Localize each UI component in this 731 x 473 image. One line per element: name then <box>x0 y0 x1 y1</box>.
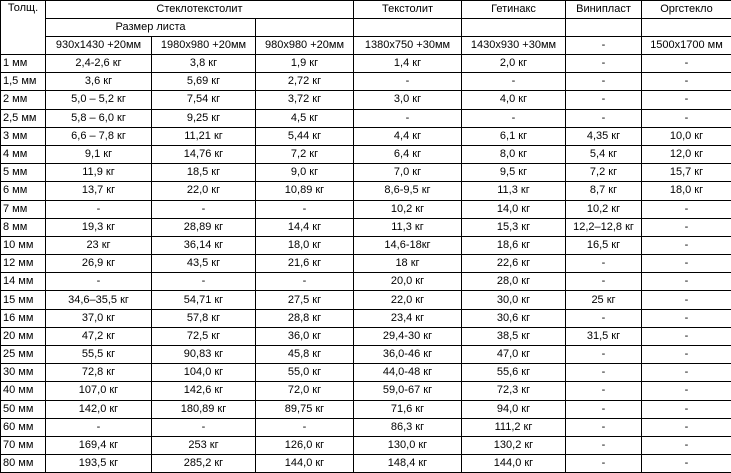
weight-cell: 72,3 кг <box>462 382 566 400</box>
table-row <box>1 55 731 73</box>
table-row <box>1 309 731 327</box>
weight-cell: 23 кг <box>46 236 152 254</box>
table-row <box>1 455 731 473</box>
weight-cell: - <box>152 200 256 218</box>
weight-cell: 6,4 кг <box>354 145 462 163</box>
weight-cell: 7,0 кг <box>354 164 462 182</box>
weight-cell: 2,72 кг <box>256 73 354 91</box>
weight-cell: - <box>642 364 731 382</box>
weight-cell: 142,0 кг <box>46 400 152 418</box>
size-header: 1500х1700 мм <box>642 37 731 55</box>
weight-cell: - <box>256 418 354 436</box>
table-row <box>1 273 731 291</box>
weight-cell: 26,9 кг <box>46 255 152 273</box>
thickness-cell: 10 мм <box>1 236 46 254</box>
weight-cell: 14,76 кг <box>152 145 256 163</box>
weight-cell: 22,0 кг <box>354 291 462 309</box>
table-row <box>1 145 731 163</box>
thickness-cell: 1 мм <box>1 55 46 73</box>
weight-cell: 94,0 кг <box>462 400 566 418</box>
weight-cell: 14,6-18кг <box>354 236 462 254</box>
weight-cell: 4,5 кг <box>256 109 354 127</box>
weight-cell: - <box>566 109 642 127</box>
weight-cell: 107,0 кг <box>46 382 152 400</box>
table-row <box>1 200 731 218</box>
weight-cell: - <box>152 273 256 291</box>
weight-cell: - <box>566 418 642 436</box>
weight-cell: 22,6 кг <box>462 255 566 273</box>
weight-cell: - <box>642 91 731 109</box>
thickness-cell: 14 мм <box>1 273 46 291</box>
material-header-orgsteklo: Оргстекло <box>642 1 731 19</box>
weight-cell: 86,3 кг <box>354 418 462 436</box>
weight-cell: 18 кг <box>354 255 462 273</box>
weight-cell: - <box>642 200 731 218</box>
weight-cell: 2,4-2,6 кг <box>46 55 152 73</box>
weight-cell: 144,0 кг <box>256 455 354 473</box>
weight-cell: - <box>642 273 731 291</box>
weight-cell: - <box>566 309 642 327</box>
thickness-cell: 70 мм <box>1 436 46 454</box>
weight-cell: 23,4 кг <box>354 309 462 327</box>
size-header: - <box>566 37 642 55</box>
weight-cell: 18,6 кг <box>462 236 566 254</box>
weight-cell: 18,0 кг <box>642 182 731 200</box>
weight-cell: - <box>642 55 731 73</box>
thickness-cell: 4 мм <box>1 145 46 163</box>
weight-cell: 7,54 кг <box>152 91 256 109</box>
weight-cell: - <box>566 364 642 382</box>
weight-cell: - <box>642 327 731 345</box>
weight-cell: - <box>642 218 731 236</box>
weight-cell: 72,8 кг <box>46 364 152 382</box>
weight-cell: 126,0 кг <box>256 436 354 454</box>
thickness-cell: 50 мм <box>1 400 46 418</box>
weight-cell: 20,0 кг <box>354 273 462 291</box>
weight-cell: 89,75 кг <box>256 400 354 418</box>
weight-cell: 253 кг <box>152 436 256 454</box>
thickness-cell: 3 мм <box>1 127 46 145</box>
weight-cell: - <box>566 346 642 364</box>
weight-cell: 36,0-46 кг <box>354 346 462 364</box>
table-row <box>1 364 731 382</box>
weight-cell: 15,3 кг <box>462 218 566 236</box>
header-row-sheet-size <box>1 19 731 37</box>
weight-cell: - <box>642 291 731 309</box>
table-row <box>1 127 731 145</box>
weight-cell: 30,0 кг <box>462 291 566 309</box>
weight-cell: 59,0-67 кг <box>354 382 462 400</box>
weight-cell: 12,2–12,8 кг <box>566 218 642 236</box>
thickness-cell: 2 мм <box>1 91 46 109</box>
weight-cell: 8,7 кг <box>566 182 642 200</box>
weight-cell: 9,25 кг <box>152 109 256 127</box>
weight-cell: 9,1 кг <box>46 145 152 163</box>
weight-cell: 285,2 кг <box>152 455 256 473</box>
weight-cell: 5,69 кг <box>152 73 256 91</box>
weight-cell: 10,2 кг <box>354 200 462 218</box>
thickness-cell: 30 мм <box>1 364 46 382</box>
weight-cell: - <box>256 273 354 291</box>
thickness-cell: 80 мм <box>1 455 46 473</box>
material-header-tekstolit: Текстолит <box>354 1 462 19</box>
table-row <box>1 236 731 254</box>
weight-cell: - <box>46 200 152 218</box>
weight-cell: 8,6-9,5 кг <box>354 182 462 200</box>
weight-cell: - <box>256 200 354 218</box>
weight-cell: - <box>566 55 642 73</box>
weight-cell: 193,5 кг <box>46 455 152 473</box>
weight-cell: 57,8 кг <box>152 309 256 327</box>
weight-cell: 14,0 кг <box>462 200 566 218</box>
weight-cell: 72,5 кг <box>152 327 256 345</box>
weight-cell: - <box>642 455 731 473</box>
weight-cell: 104,0 кг <box>152 364 256 382</box>
weight-cell: 11,3 кг <box>462 182 566 200</box>
weight-cell: - <box>642 255 731 273</box>
size-header: 980х980 +20мм <box>256 37 354 55</box>
weight-cell: 12,0 кг <box>642 145 731 163</box>
thickness-cell: 7 мм <box>1 200 46 218</box>
thickness-cell: 20 мм <box>1 327 46 345</box>
size-header: 1430х930 +30мм <box>462 37 566 55</box>
weight-cell: 144,0 кг <box>462 455 566 473</box>
weight-cell: - <box>642 236 731 254</box>
weight-cell: 54,71 кг <box>152 291 256 309</box>
weight-cell: - <box>642 73 731 91</box>
header-empty-cell <box>642 19 731 37</box>
weight-cell: 3,8 кг <box>152 55 256 73</box>
weight-cell: 4,0 кг <box>462 91 566 109</box>
weight-cell: 3,72 кг <box>256 91 354 109</box>
header-empty-cell <box>566 19 642 37</box>
weight-cell: 13,7 кг <box>46 182 152 200</box>
thickness-cell: 15 мм <box>1 291 46 309</box>
weight-cell: 11,21 кг <box>152 127 256 145</box>
weight-cell: 1,9 кг <box>256 55 354 73</box>
weight-cell: 142,6 кг <box>152 382 256 400</box>
thickness-cell: 1,5 мм <box>1 73 46 91</box>
table-row <box>1 327 731 345</box>
weight-cell: 25 кг <box>566 291 642 309</box>
table-row <box>1 382 731 400</box>
header-row-materials <box>1 1 731 19</box>
weight-cell: 9,5 кг <box>462 164 566 182</box>
weight-cell: - <box>642 309 731 327</box>
header-empty-cell <box>256 19 354 37</box>
weight-cell: 11,3 кг <box>354 218 462 236</box>
thickness-cell: 40 мм <box>1 382 46 400</box>
table-row <box>1 255 731 273</box>
weight-cell: 71,6 кг <box>354 400 462 418</box>
weight-cell: - <box>566 273 642 291</box>
weight-cell: - <box>566 73 642 91</box>
table-row <box>1 91 731 109</box>
table-row <box>1 164 731 182</box>
weight-cell: 19,3 кг <box>46 218 152 236</box>
weight-cell: 4,4 кг <box>354 127 462 145</box>
weight-cell: - <box>566 382 642 400</box>
thickness-cell: 25 мм <box>1 346 46 364</box>
table-row <box>1 182 731 200</box>
thickness-cell: 2,5 мм <box>1 109 46 127</box>
weight-cell: - <box>642 382 731 400</box>
weight-cell: 47,2 кг <box>46 327 152 345</box>
weight-cell: 55,6 кг <box>462 364 566 382</box>
thickness-cell: 60 мм <box>1 418 46 436</box>
thickness-cell: 16 мм <box>1 309 46 327</box>
weight-cell: 180,89 кг <box>152 400 256 418</box>
sheet-size-header: Размер листа <box>46 19 256 37</box>
weight-cell: 7,2 кг <box>566 164 642 182</box>
weight-cell: 169,4 кг <box>46 436 152 454</box>
weight-cell: - <box>354 73 462 91</box>
weight-cell: 10,2 кг <box>566 200 642 218</box>
weight-cell: 11,9 кг <box>46 164 152 182</box>
table-row <box>1 73 731 91</box>
weight-cell: 45,8 кг <box>256 346 354 364</box>
table-row <box>1 400 731 418</box>
weight-cell: 55,0 кг <box>256 364 354 382</box>
weight-cell: - <box>152 418 256 436</box>
weight-cell: 5,4 кг <box>566 145 642 163</box>
weight-cell: 5,44 кг <box>256 127 354 145</box>
weight-cell: 18,0 кг <box>256 236 354 254</box>
weight-cell: - <box>462 109 566 127</box>
header-empty-cell <box>462 19 566 37</box>
weight-cell: 2,0 кг <box>462 55 566 73</box>
weight-cell: 38,5 кг <box>462 327 566 345</box>
table-row <box>1 291 731 309</box>
weight-cell: 28,89 кг <box>152 218 256 236</box>
weight-cell: 1,4 кг <box>354 55 462 73</box>
weight-cell: 36,14 кг <box>152 236 256 254</box>
weight-cell: 22,0 кг <box>152 182 256 200</box>
weight-cell: 6,1 кг <box>462 127 566 145</box>
weight-cell: 72,0 кг <box>256 382 354 400</box>
weight-cell: 44,0-48 кг <box>354 364 462 382</box>
weight-cell: - <box>642 109 731 127</box>
weight-cell: - <box>566 91 642 109</box>
weight-cell: 5,0 – 5,2 кг <box>46 91 152 109</box>
weight-cell: 28,8 кг <box>256 309 354 327</box>
weight-cell: 9,0 кг <box>256 164 354 182</box>
weight-cell: - <box>566 400 642 418</box>
weight-cell: - <box>566 455 642 473</box>
weight-cell: - <box>46 273 152 291</box>
material-header-getinaks: Гетинакс <box>462 1 566 19</box>
table-row <box>1 418 731 436</box>
weight-cell: 148,4 кг <box>354 455 462 473</box>
weight-cell: 130,2 кг <box>462 436 566 454</box>
thickness-cell: 6 мм <box>1 182 46 200</box>
thickness-cell: 12 мм <box>1 255 46 273</box>
weight-cell: 130,0 кг <box>354 436 462 454</box>
weight-cell: 111,2 кг <box>462 418 566 436</box>
header-row-sizes <box>1 37 731 55</box>
weight-cell: - <box>566 436 642 454</box>
table-row <box>1 346 731 364</box>
weight-cell: - <box>566 255 642 273</box>
material-header-viniplast: Винипласт <box>566 1 642 19</box>
weight-cell: 36,0 кг <box>256 327 354 345</box>
header-empty-cell <box>354 19 462 37</box>
thickness-cell: 8 мм <box>1 218 46 236</box>
weight-cell: 18,5 кг <box>152 164 256 182</box>
size-header: 1980х980 +20мм <box>152 37 256 55</box>
weight-cell: 43,5 кг <box>152 255 256 273</box>
thickness-cell: 5 мм <box>1 164 46 182</box>
weight-cell: - <box>354 109 462 127</box>
weight-cell: 27,5 кг <box>256 291 354 309</box>
weight-cell: 21,6 кг <box>256 255 354 273</box>
thickness-header: Толщ. <box>1 1 46 55</box>
size-header: 1380х750 +30мм <box>354 37 462 55</box>
weight-cell: 7,2 кг <box>256 145 354 163</box>
weight-cell: 4,35 кг <box>566 127 642 145</box>
weight-cell: 29,4-30 кг <box>354 327 462 345</box>
size-header: 930х1430 +20мм <box>46 37 152 55</box>
weight-cell: 90,83 кг <box>152 346 256 364</box>
weight-cell: 10,89 кг <box>256 182 354 200</box>
weight-cell: 5,8 – 6,0 кг <box>46 109 152 127</box>
weight-cell: 31,5 кг <box>566 327 642 345</box>
weight-cell: 34,6–35,5 кг <box>46 291 152 309</box>
weight-cell: 14,4 кг <box>256 218 354 236</box>
table-row <box>1 109 731 127</box>
table-row <box>1 436 731 454</box>
weight-cell: - <box>642 418 731 436</box>
material-header-steklotekstolit: Стеклотекстолит <box>46 1 354 19</box>
weight-cell: 15,7 кг <box>642 164 731 182</box>
table-row <box>1 218 731 236</box>
weight-cell: 30,6 кг <box>462 309 566 327</box>
weight-cell: 8,0 кг <box>462 145 566 163</box>
weight-cell: 47,0 кг <box>462 346 566 364</box>
weight-cell: - <box>642 400 731 418</box>
weight-cell: 3,6 кг <box>46 73 152 91</box>
weight-cell: - <box>462 73 566 91</box>
weight-cell: - <box>642 346 731 364</box>
weight-cell: 28,0 кг <box>462 273 566 291</box>
weight-cell: 3,0 кг <box>354 91 462 109</box>
weight-cell: 16,5 кг <box>566 236 642 254</box>
weight-cell: 10,0 кг <box>642 127 731 145</box>
weight-cell: - <box>642 436 731 454</box>
weight-cell: 37,0 кг <box>46 309 152 327</box>
weight-cell: 6,6 – 7,8 кг <box>46 127 152 145</box>
weight-cell: - <box>46 418 152 436</box>
weight-cell: 55,5 кг <box>46 346 152 364</box>
